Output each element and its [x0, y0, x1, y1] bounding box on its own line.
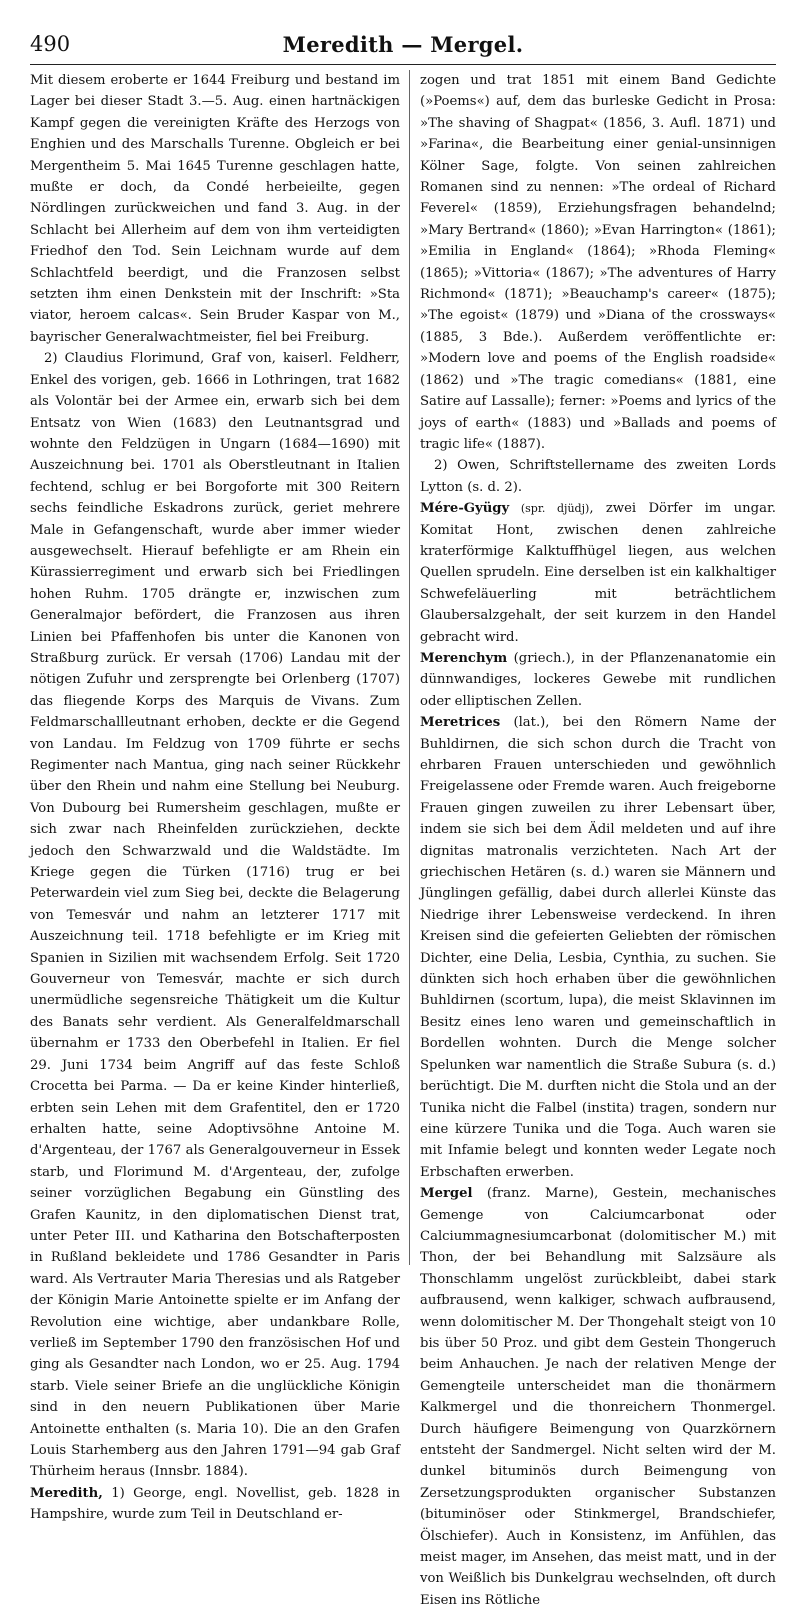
- entry-headword: Meretrices: [420, 715, 501, 731]
- page-header: [30, 26, 776, 60]
- left-column: [30, 70, 400, 1523]
- page-number: 490: [30, 32, 71, 56]
- dictionary-entry: [420, 648, 776, 712]
- dictionary-entry: [30, 1483, 400, 1526]
- right-column: [420, 70, 776, 1608]
- dictionary-entry: [420, 712, 776, 1183]
- entry-pronunciation: (spr. djüdj): [509, 502, 590, 516]
- column-divider: [409, 70, 410, 1265]
- dictionary-entry: [420, 1183, 776, 1611]
- entry-text: (franz. Marne), Gestein, mechanisches Gemenge von Calciumcarbonat oder Calciummagnesiumcarbonat (dolomitischer M.) mit Thon, der bei Behandlung mit Salzsäure als Thonschlamm ungelöst zurückbleibt, dabei stark aufbrausend, wenn kalkiger, schwach aufbrausend, wenn dolomitischer M. Der Thongehalt steigt von 10 bis über 50 Proz. und gibt dem Gestein Thongeruch beim Anhauchen. Je nach der relativen Menge der Gemengteile unterscheidet man die thonärmern Kalkmergel und die thonreichern Thonmergel. Durch häufigere Beimengung von Quarzkörnern entsteht der Sandmergel. Nicht selten wird der M. dunkel bituminös durch Beimengung von Zersetzungsprodukten organischer Substanzen (bituminöser oder Stinkmergel, Brandschiefer, Ölschiefer). Auch in Konsistenz, im Anfühlen, das meist mager, im Ansehen, das meist matt, und in der von Weißlich bis Dunkelgrau wechselnden, oft durch Eisen ins Rötliche: [420, 1186, 776, 1608]
- paragraph: zogen und trat 1851 mit einem Band Gedichte (»Poems«) auf, dem das burleske Gedicht in Prosa: »The shaving of Shagpat« (1856, 3. Aufl. 1871) und »Farina«, die Bearbeitung einer genial-unsinnigen Kölner Sage, folgte. Von seinen zahlreichen Romanen sind zu nennen: »The ordeal of Richard Feverel« (1859), Erziehungsfragen behandelnd; »Mary Bertrand« (1860); »Evan Harrington« (1861); »Emilia in England« (1864); »Rhoda Fleming« (1865); »Vittoria« (1867); »The adventures of Harry Richmond« (1871); »Beauchamp's career« (1875); »The egoist« (1879) und »Diana of the crossways« (1885, 3 Bde.). Außerdem veröffentlichte er: »Modern love and poems of the English roadside« (1862) und »The tragic comedians« (1881, eine Satire auf Lassalle); ferner: »Poems and lyrics of the joys of earth« (1883) und »Ballads and poems of tragic life« (1887).: [420, 73, 776, 452]
- entry-headword: Meredith,: [30, 1485, 103, 1501]
- paragraph: Mit diesem eroberte er 1644 Freiburg und bestand im Lager bei dieser Stadt 3.—5. Aug. einen hartnäckigen Kampf gegen die vereinigten Kräfte des Herzogs von Enghien und des Marschalls Turenne. Obgleich er bei Mergentheim 5. Mai 1645 Turenne geschlagen hatte, mußte er doch, da Condé herbeieilte, gegen Nördlingen zurückweichen und fand 3. Aug. in der Schlacht bei Allerheim auf dem von ihm verteidigten Friedhof den Tod. Sein Leichnam wurde auf dem Schlachtfeld beerdigt, und die Franzosen selbst setzten ihm einen Denkstein mit der Inschrift: »Sta viator, heroem calcas«. Sein Bruder Kaspar von M., bayrischer Generalwachtmeister, fiel bei Freiburg.: [30, 73, 400, 345]
- entry-headword: Merenchym: [420, 650, 508, 666]
- header-rule: [30, 64, 776, 65]
- entry-headword: Mergel: [420, 1186, 473, 1202]
- running-title: Meredith — Mergel.: [282, 32, 524, 57]
- entry-text: , zwei Dörfer im ungar. Komitat Hont, zwischen denen zahlreiche kraterförmige Kalktuffhügel liegen, aus welchen Quellen sprudeln. Eine derselben ist ein kalkhaltiger Schwefeläuerling mit beträchtlichem Glaubersalzgehalt, der seit kurzem in den Handel gebracht wird.: [420, 501, 776, 645]
- entry-text: 1) George, engl. Novellist, geb. 1828 in Hampshire, wurde zum Teil in Deutschland er-: [30, 1485, 400, 1523]
- paragraph: 2) Claudius Florimund, Graf von, kaiserl. Feldherr, Enkel des vorigen, geb. 1666 in Lothringen, trat 1682 als Volontär bei der Armee ein, erwarb sich bei dem Entsatz von Wien (1683) den Leutnantsgrad und wohnte den Feldzügen in Ungarn (1684—1690) mit Auszeichnung bei. 1701 als Oberstleutnant in Italien fechtend, schlug er bei Borgoforte mit 300 Reitern sechs feindliche Eskadrons zurück, geriet mehrere Male in Gefangenschaft, wurde aber immer wieder ausgewechselt. Hierauf befehligte er am Rhein ein Kürassierregiment und erwarb sich bei Friedlingen hohen Ruhm. 1705 drängte er, inzwischen zum Generalmajor befördert, die Franzosen aus ihren Linien bei Pfaffenhofen bis unter die Kanonen von Straßburg zurück. Er versah (1706) Landau mit der nötigen Zufuhr und zersprengte bei Orlenberg (1707) das fliegende Korps des Marquis de Vivans. Zum Feldmarschallleutnant erhoben, deckte er die Gegend von Landau. Im Feldzug von 1709 führte er sechs Regimenter nach Mantua, ging nach seiner Rückkehr über den Rhein und nahm eine Stellung bei Neuburg. Von Dubourg bei Rumersheim geschlagen, mußte er sich zwar nach Rheinfelden zurückziehen, deckte jedoch den Schwarzwald und die Waldstädte. Im Kriege gegen die Türken (1716) trug er bei Peterwardein viel zum Sieg bei, deckte die Belagerung von Temesvár und nahm an letzterer 1717 mit Auszeichnung teil. 1718 befehligte er im Krieg mit Spanien in Sizilien mit wachsendem Erfolg. Seit 1720 Gouverneur von Temesvár, machte er sich durch unermüdliche segensreiche Thätigkeit um die Kultur des Banats sehr verdient. Als Generalfeldmarschall übernahm er 1733 den Oberbefehl in Italien. Er fiel 29. Juni 1734 beim Angriff auf das feste Schloß Crocetta bei Parma. — Da er keine Kinder hinterließ, erbten sein Lehen mit dem Grafentitel, den er 1720 erhalten hatte, seine Adoptivsöhne Antoine M. d'Argenteau, der 1767 als Generalgouverneur in Essek starb, und Florimund M. d'Argenteau, der, zufolge seiner vorzüglichen Begabung ein Günstling des Grafen Kaunitz, in den diplomatischen Dienst trat, unter Peter III. und Katharina den Botschafterposten in Rußland bekleidete und 1786 Gesandter in Paris ward. Als Vertrauter Maria Theresias und als Ratgeber der Königin Marie Antoinette spielte er im Anfang der Revolution eine wichtige, aber undankbare Rolle, verließ im September 1790 den französischen Hof und ging als Gesandter nach London, wo er 25. Aug. 1794 starb. Viele seiner Briefe an die unglückliche Königin sind in den neuern Publikationen über Marie Antoinette enthalten (s. Maria 10). Die an den Grafen Louis Starhemberg aus den Jahren 1791—94 gab Graf Thürheim heraus (Innsbr. 1884).: [30, 351, 400, 1480]
- entry-text: (griech.), in der Pflanzenanatomie ein dünnwandiges, lockeres Gewebe mit rundlichen oder elliptischen Zellen.: [420, 650, 776, 709]
- entry-headword: Mére-Gyügy: [420, 501, 510, 517]
- paragraph: 2) Owen, Schriftstellername des zweiten Lords Lytton (s. d. 2).: [420, 458, 776, 495]
- entry-text: (lat.), bei den Römern Name der Buhldirnen, die sich schon durch die Tracht von ehrbaren Frauen unterschieden und gewöhnlich Freigelassene oder Fremde waren. Auch freigeborne Frauen gingen zuweilen zu ihrer Lebensart über, indem sie sich bei dem Ädil meldeten und auf ihre dignitas matronalis verzichteten. Nach Art der griechischen Hetären (s. d.) waren sie Männern und Jünglingen gefällig, dabei durch allerlei Künste das Niedrige ihrer Lebensweise verdeckend. In ihren Kreisen sind die gefeierten Geliebten der römischen Dichter, eine Delia, Lesbia, Cynthia, zu suchen. Sie dünkten sich hoch erhaben über die gewöhnlichen Buhldirnen (scortum, lupa), die meist Sklavinnen im Besitz eines leno waren und gemeinschaftlich in Bordellen wohnten. Durch die Menge solcher Spelunken war namentlich die Straße Subura (s. d.) berüchtigt. Die M. durften nicht die Stola und an der Tunika nicht die Falbel (instita) tragen, sondern nur eine kürzere Tunika und die Toga. Auch waren sie mit Infamie belegt und konnten weder Legate noch Erbschaften erwerben.: [420, 715, 776, 1180]
- dictionary-entry: [420, 498, 776, 648]
